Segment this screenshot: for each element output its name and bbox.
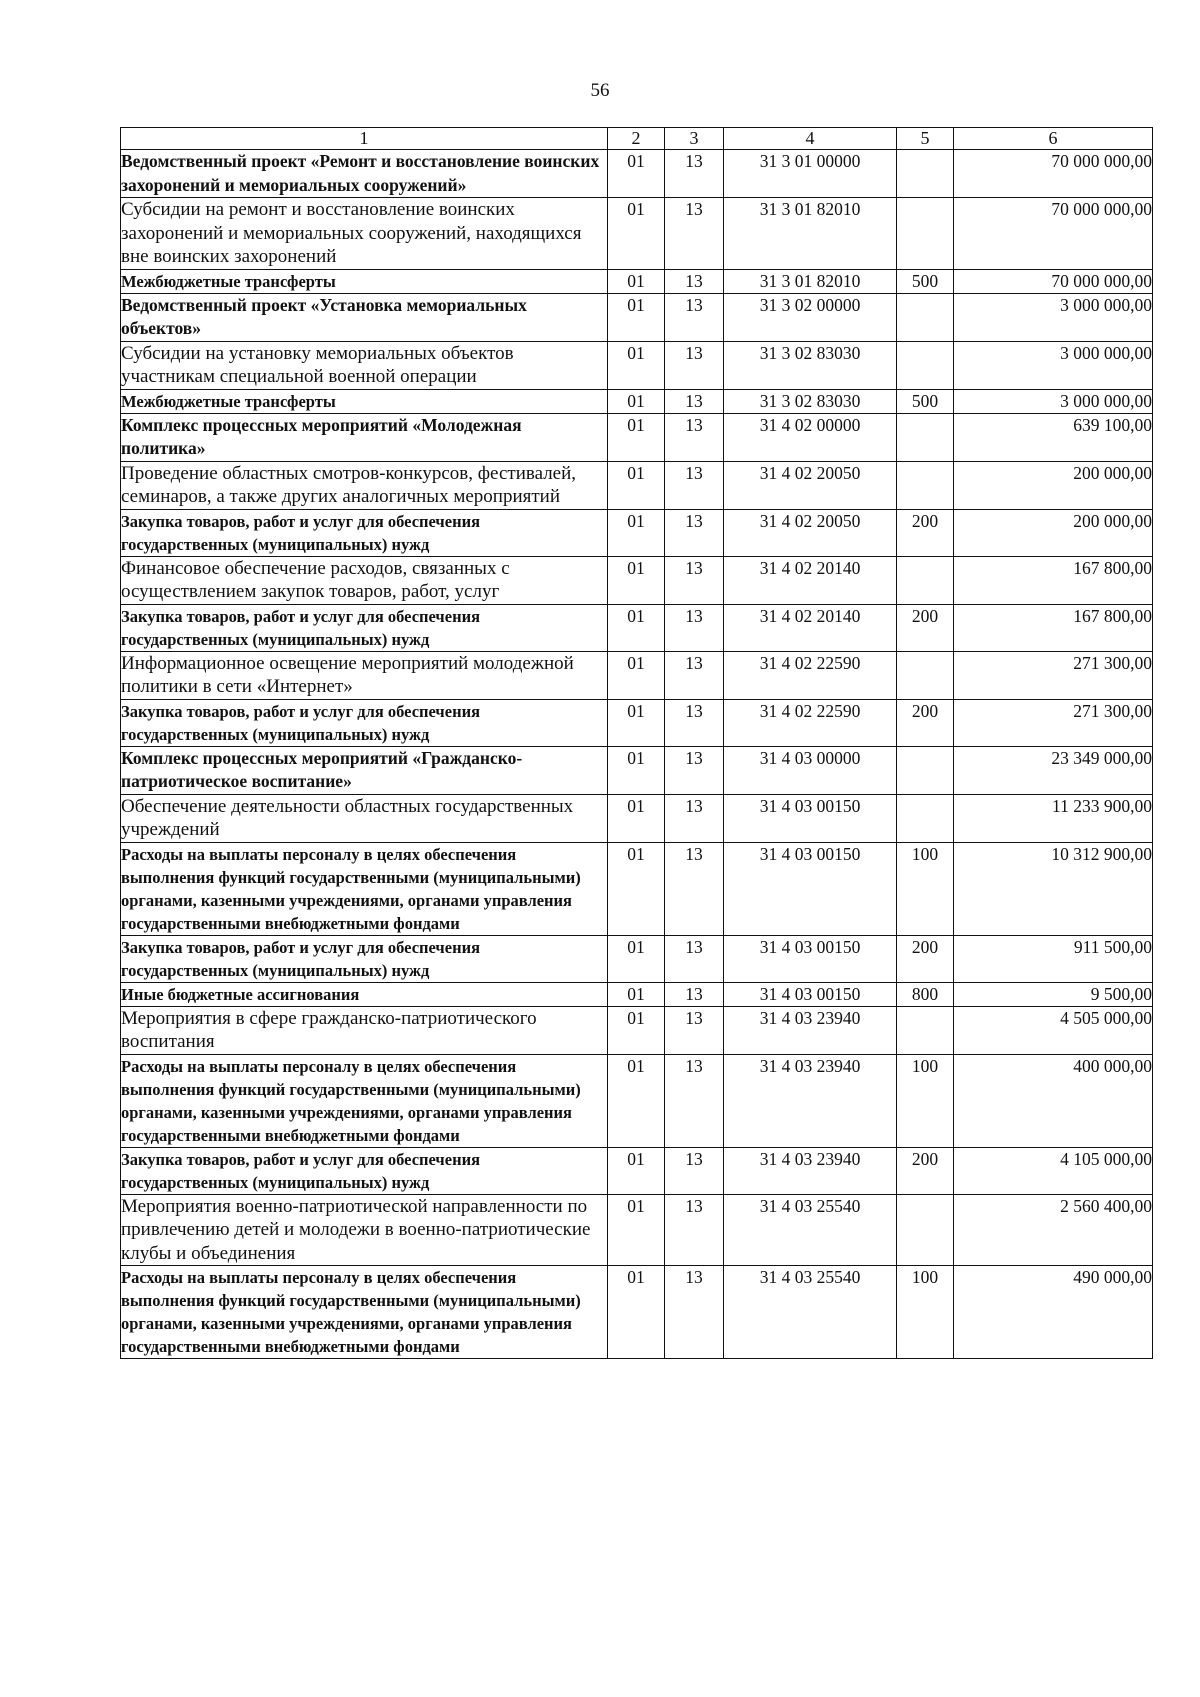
table-row xyxy=(121,746,1153,794)
row-amount: 4 105 000,00 xyxy=(954,1147,1153,1194)
table-row xyxy=(121,794,1153,842)
row-amount: 11 233 900,00 xyxy=(954,794,1153,842)
table-row xyxy=(121,389,1153,413)
row-amount: 271 300,00 xyxy=(954,699,1153,746)
row-expense-type: 100 xyxy=(897,842,954,935)
row-name: Ведомственный проект «Ремонт и восстановление воинских захоронений и мемориальных сооружений» xyxy=(121,150,608,198)
table-row xyxy=(121,604,1153,651)
row-name: Финансовое обеспечение расходов, связанных с осуществлением закупок товаров, работ, услуг xyxy=(121,556,608,604)
row-amount: 70 000 000,00 xyxy=(954,269,1153,293)
row-expense-type xyxy=(897,651,954,699)
row-target-code: 31 3 02 00000 xyxy=(724,293,897,341)
row-amount: 911 500,00 xyxy=(954,935,1153,982)
table-row xyxy=(121,1147,1153,1194)
header-col-4: 4 xyxy=(724,128,897,150)
row-amount: 271 300,00 xyxy=(954,651,1153,699)
row-name: Субсидии на ремонт и восстановление воинских захоронений и мемориальных сооружений, находящихся вне воинских захоронений xyxy=(121,198,608,270)
row-section: 01 xyxy=(608,1006,665,1054)
row-subsection: 13 xyxy=(665,746,724,794)
table-row xyxy=(121,1054,1153,1147)
row-expense-type: 800 xyxy=(897,982,954,1006)
row-amount: 10 312 900,00 xyxy=(954,842,1153,935)
table-row xyxy=(121,842,1153,935)
row-subsection: 13 xyxy=(665,341,724,389)
row-name: Комплекс процессных мероприятий «Гражданско-патриотическое воспитание» xyxy=(121,746,608,794)
row-amount: 167 800,00 xyxy=(954,556,1153,604)
row-name: Мероприятия в сфере гражданско-патриотического воспитания xyxy=(121,1006,608,1054)
header-col-2: 2 xyxy=(608,128,665,150)
row-expense-type: 100 xyxy=(897,1266,954,1359)
row-amount: 490 000,00 xyxy=(954,1266,1153,1359)
row-target-code: 31 4 03 23940 xyxy=(724,1147,897,1194)
row-subsection: 13 xyxy=(665,509,724,556)
row-amount: 167 800,00 xyxy=(954,604,1153,651)
row-section: 01 xyxy=(608,794,665,842)
header-col-5: 5 xyxy=(897,128,954,150)
row-section: 01 xyxy=(608,150,665,198)
row-target-code: 31 3 01 82010 xyxy=(724,198,897,270)
table-row xyxy=(121,293,1153,341)
row-target-code: 31 4 03 00150 xyxy=(724,794,897,842)
row-name: Ведомственный проект «Установка мемориальных объектов» xyxy=(121,293,608,341)
row-target-code: 31 4 02 20050 xyxy=(724,509,897,556)
row-target-code: 31 4 02 22590 xyxy=(724,651,897,699)
row-target-code: 31 3 02 83030 xyxy=(724,389,897,413)
row-subsection: 13 xyxy=(665,198,724,270)
row-section: 01 xyxy=(608,389,665,413)
row-expense-type xyxy=(897,1006,954,1054)
row-subsection: 13 xyxy=(665,413,724,461)
row-subsection: 13 xyxy=(665,1194,724,1266)
row-subsection: 13 xyxy=(665,556,724,604)
row-subsection: 13 xyxy=(665,293,724,341)
row-section: 01 xyxy=(608,509,665,556)
row-target-code: 31 3 02 83030 xyxy=(724,341,897,389)
table-row xyxy=(121,699,1153,746)
table-row xyxy=(121,509,1153,556)
row-name: Межбюджетные трансферты xyxy=(121,389,608,413)
row-expense-type xyxy=(897,794,954,842)
row-subsection: 13 xyxy=(665,1006,724,1054)
row-section: 01 xyxy=(608,651,665,699)
row-expense-type xyxy=(897,1194,954,1266)
row-amount: 23 349 000,00 xyxy=(954,746,1153,794)
row-amount: 4 505 000,00 xyxy=(954,1006,1153,1054)
table-body xyxy=(121,150,1153,1359)
row-amount: 70 000 000,00 xyxy=(954,198,1153,270)
row-amount: 200 000,00 xyxy=(954,461,1153,509)
row-name: Проведение областных смотров-конкурсов, фестивалей, семинаров, а также других аналогичных мероприятий xyxy=(121,461,608,509)
table-row xyxy=(121,982,1153,1006)
row-section: 01 xyxy=(608,461,665,509)
row-target-code: 31 4 03 00150 xyxy=(724,982,897,1006)
row-subsection: 13 xyxy=(665,651,724,699)
row-target-code: 31 4 02 20140 xyxy=(724,604,897,651)
row-expense-type xyxy=(897,746,954,794)
row-expense-type xyxy=(897,150,954,198)
row-name: Закупка товаров, работ и услуг для обеспечения государственных (муниципальных) нужд xyxy=(121,509,608,556)
row-name: Расходы на выплаты персоналу в целях обеспечения выполнения функций государственными (муниципальными) органами, казенными учреждениями, органами управления государственными внебюджетными фондами xyxy=(121,842,608,935)
row-amount: 3 000 000,00 xyxy=(954,389,1153,413)
row-name: Расходы на выплаты персоналу в целях обеспечения выполнения функций государственными (муниципальными) органами, казенными учреждениями, органами управления государственными внебюджетными фондами xyxy=(121,1266,608,1359)
row-expense-type: 500 xyxy=(897,389,954,413)
table-row xyxy=(121,556,1153,604)
row-subsection: 13 xyxy=(665,150,724,198)
row-subsection: 13 xyxy=(665,269,724,293)
row-expense-type: 100 xyxy=(897,1054,954,1147)
row-target-code: 31 4 03 00150 xyxy=(724,842,897,935)
row-subsection: 13 xyxy=(665,842,724,935)
row-name: Обеспечение деятельности областных государственных учреждений xyxy=(121,794,608,842)
row-subsection: 13 xyxy=(665,1147,724,1194)
row-target-code: 31 4 02 22590 xyxy=(724,699,897,746)
row-subsection: 13 xyxy=(665,1266,724,1359)
row-name: Межбюджетные трансферты xyxy=(121,269,608,293)
row-section: 01 xyxy=(608,842,665,935)
row-target-code: 31 4 02 20050 xyxy=(724,461,897,509)
row-amount: 9 500,00 xyxy=(954,982,1153,1006)
header-col-6: 6 xyxy=(954,128,1153,150)
row-amount: 200 000,00 xyxy=(954,509,1153,556)
row-section: 01 xyxy=(608,1147,665,1194)
row-expense-type xyxy=(897,413,954,461)
table-row xyxy=(121,269,1153,293)
row-expense-type: 200 xyxy=(897,699,954,746)
table-row xyxy=(121,341,1153,389)
row-expense-type xyxy=(897,341,954,389)
row-expense-type xyxy=(897,293,954,341)
row-name: Иные бюджетные ассигнования xyxy=(121,982,608,1006)
row-section: 01 xyxy=(608,198,665,270)
row-expense-type: 200 xyxy=(897,604,954,651)
header-col-3: 3 xyxy=(665,128,724,150)
row-section: 01 xyxy=(608,982,665,1006)
row-target-code: 31 4 02 20140 xyxy=(724,556,897,604)
table-row xyxy=(121,1006,1153,1054)
row-name: Расходы на выплаты персоналу в целях обеспечения выполнения функций государственными (муниципальными) органами, казенными учреждениями, органами управления государственными внебюджетными фондами xyxy=(121,1054,608,1147)
row-target-code: 31 4 03 25540 xyxy=(724,1266,897,1359)
table-row xyxy=(121,1194,1153,1266)
row-name: Информационное освещение мероприятий молодежной политики в сети «Интернет» xyxy=(121,651,608,699)
row-section: 01 xyxy=(608,269,665,293)
row-name: Закупка товаров, работ и услуг для обеспечения государственных (муниципальных) нужд xyxy=(121,935,608,982)
table-row xyxy=(121,413,1153,461)
row-expense-type: 200 xyxy=(897,509,954,556)
row-section: 01 xyxy=(608,746,665,794)
row-expense-type: 200 xyxy=(897,935,954,982)
row-expense-type xyxy=(897,556,954,604)
row-section: 01 xyxy=(608,413,665,461)
table-row xyxy=(121,198,1153,270)
row-subsection: 13 xyxy=(665,1054,724,1147)
row-target-code: 31 4 03 25540 xyxy=(724,1194,897,1266)
row-target-code: 31 4 02 00000 xyxy=(724,413,897,461)
table-row xyxy=(121,150,1153,198)
row-section: 01 xyxy=(608,1194,665,1266)
row-expense-type: 200 xyxy=(897,1147,954,1194)
row-amount: 3 000 000,00 xyxy=(954,341,1153,389)
page-number: 56 xyxy=(590,80,610,101)
row-name: Закупка товаров, работ и услуг для обеспечения государственных (муниципальных) нужд xyxy=(121,1147,608,1194)
header-row xyxy=(121,128,1153,150)
row-section: 01 xyxy=(608,293,665,341)
row-expense-type xyxy=(897,198,954,270)
row-target-code: 31 4 03 00000 xyxy=(724,746,897,794)
row-amount: 3 000 000,00 xyxy=(954,293,1153,341)
table-row xyxy=(121,651,1153,699)
row-subsection: 13 xyxy=(665,389,724,413)
table-row xyxy=(121,461,1153,509)
row-section: 01 xyxy=(608,699,665,746)
row-amount: 400 000,00 xyxy=(954,1054,1153,1147)
row-name: Закупка товаров, работ и услуг для обеспечения государственных (муниципальных) нужд xyxy=(121,699,608,746)
row-section: 01 xyxy=(608,1266,665,1359)
row-name: Закупка товаров, работ и услуг для обеспечения государственных (муниципальных) нужд xyxy=(121,604,608,651)
row-target-code: 31 3 01 82010 xyxy=(724,269,897,293)
row-subsection: 13 xyxy=(665,935,724,982)
row-expense-type xyxy=(897,461,954,509)
row-section: 01 xyxy=(608,341,665,389)
row-target-code: 31 4 03 23940 xyxy=(724,1006,897,1054)
row-subsection: 13 xyxy=(665,982,724,1006)
row-subsection: 13 xyxy=(665,604,724,651)
row-subsection: 13 xyxy=(665,699,724,746)
row-section: 01 xyxy=(608,556,665,604)
row-amount: 639 100,00 xyxy=(954,413,1153,461)
row-expense-type: 500 xyxy=(897,269,954,293)
budget-table xyxy=(120,127,1153,1359)
row-section: 01 xyxy=(608,935,665,982)
row-section: 01 xyxy=(608,1054,665,1147)
row-name: Субсидии на установку мемориальных объектов участникам специальной военной операции xyxy=(121,341,608,389)
row-name: Комплекс процессных мероприятий «Молодежная политика» xyxy=(121,413,608,461)
row-subsection: 13 xyxy=(665,461,724,509)
header-col-1: 1 xyxy=(121,128,608,150)
row-amount: 2 560 400,00 xyxy=(954,1194,1153,1266)
row-amount: 70 000 000,00 xyxy=(954,150,1153,198)
table-row xyxy=(121,1266,1153,1359)
row-section: 01 xyxy=(608,604,665,651)
table-row xyxy=(121,935,1153,982)
row-name: Мероприятия военно-патриотической направленности по привлечению детей и молодежи в военно-патриотические клубы и объединения xyxy=(121,1194,608,1266)
row-target-code: 31 4 03 23940 xyxy=(724,1054,897,1147)
row-subsection: 13 xyxy=(665,794,724,842)
row-target-code: 31 4 03 00150 xyxy=(724,935,897,982)
row-target-code: 31 3 01 00000 xyxy=(724,150,897,198)
